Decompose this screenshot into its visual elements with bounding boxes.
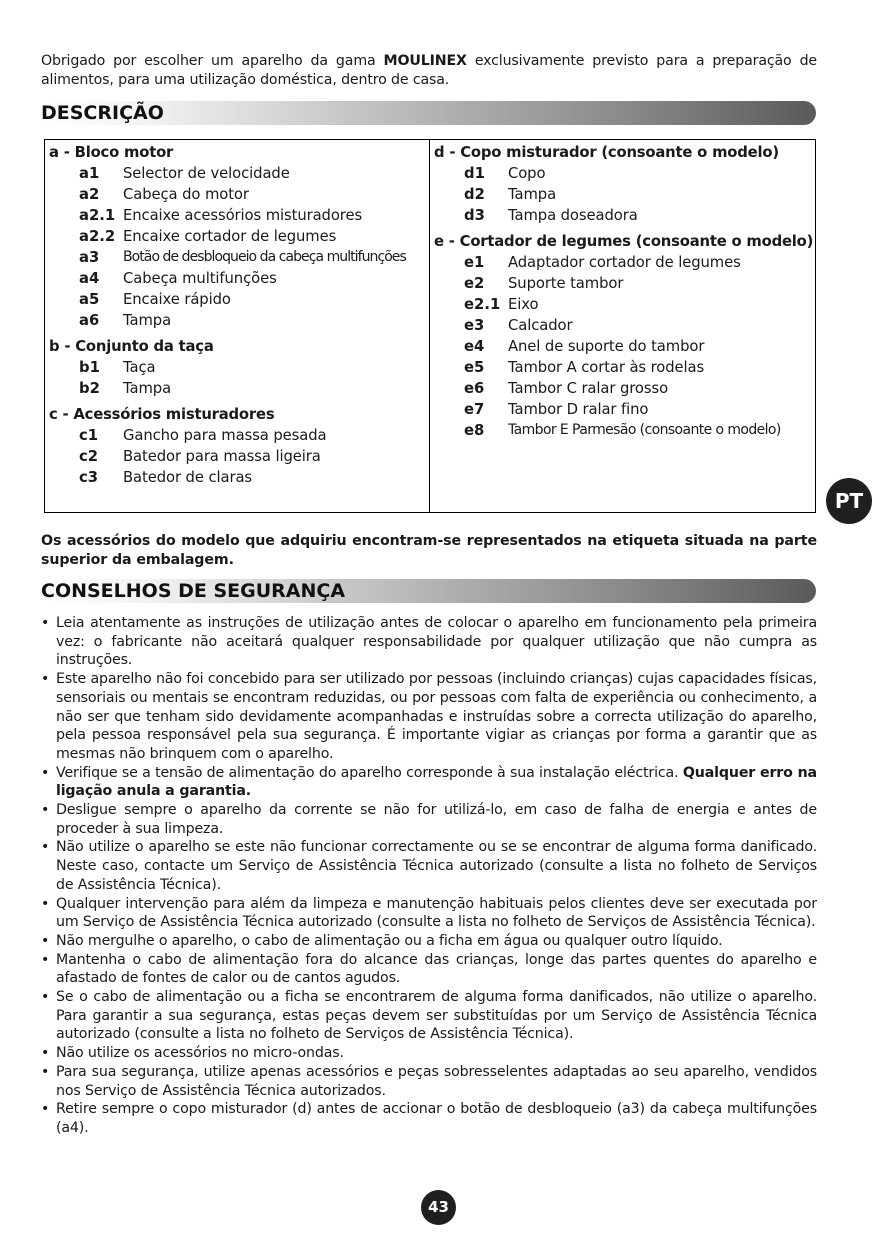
parts-item-code: a1 <box>79 165 100 182</box>
descricao-header-bar <box>41 101 816 125</box>
safety-item <box>41 1044 817 1063</box>
parts-item-label: Encaixe cortador de legumes <box>123 228 337 245</box>
parts-item-code: b2 <box>79 380 100 397</box>
safety-item <box>41 932 817 951</box>
parts-item <box>434 294 815 315</box>
parts-item <box>434 357 815 378</box>
parts-item-label: Tambor C ralar grosso <box>508 380 669 397</box>
parts-group-title: e - Cortador de legumes (consoante o modelo) <box>434 233 814 250</box>
parts-item-label: Cabeça do motor <box>123 186 249 203</box>
parts-item <box>49 205 429 226</box>
parts-item-label: Botão de desbloqueio da cabeça multifunções <box>123 249 406 265</box>
parts-item-code: e8 <box>464 422 485 439</box>
parts-item-label: Adaptador cortador de legumes <box>508 254 741 271</box>
parts-item <box>49 247 429 268</box>
page-number: 43 <box>421 1190 456 1225</box>
parts-item-label: Tampa doseadora <box>508 207 638 224</box>
bullet-icon: • <box>41 1063 50 1080</box>
bullet-icon: • <box>41 1045 50 1062</box>
parts-group <box>49 336 429 399</box>
safety-item-text: Leia atentamente as instruções de utilização antes de colocar o aparelho em funcionamento pela primeira vez: o fabricante não aceitará qualquer responsabilidade por qualquer utilização que não cumpra as instruções. <box>56 615 817 669</box>
parts-item-label: Tampa <box>123 380 172 397</box>
parts-item-code: e7 <box>464 401 485 418</box>
parts-item-label: Suporte tambor <box>508 275 624 292</box>
parts-item <box>49 184 429 205</box>
parts-item-label: Tampa <box>123 312 172 329</box>
safety-item <box>41 895 817 932</box>
parts-item-label: Gancho para massa pesada <box>123 427 327 444</box>
parts-item-label: Batedor de claras <box>123 469 253 486</box>
safety-item-text: Mantenha o cabo de alimentação fora do alcance das crianças, longe das partes quentes do aparelho e afastado de fontes de calor ou de cantos agudos. <box>56 951 817 987</box>
safety-item <box>41 951 817 988</box>
safety-item-text: Verifique se a tensão de alimentação do aparelho corresponde à sua instalação eléctrica. <box>56 764 683 781</box>
safety-item-warning: Qualquer erro na ligação anula a garantia. <box>56 764 817 800</box>
parts-item-label: Tambor D ralar fino <box>508 401 649 418</box>
parts-item-label: Calcador <box>508 317 573 334</box>
parts-item <box>434 336 815 357</box>
parts-item <box>49 289 429 310</box>
safety-item-text: Desligue sempre o aparelho da corrente se não for utilizá-lo, em caso de falha de energia e antes de proceder à sua limpeza. <box>56 802 817 837</box>
safety-item <box>41 838 817 894</box>
parts-item-label: Taça <box>123 359 156 376</box>
parts-group <box>434 231 815 441</box>
parts-item <box>49 357 429 378</box>
intro-paragraph <box>41 52 817 90</box>
parts-group <box>434 142 815 226</box>
parts-item-label: Tambor E Parmesão (consoante o modelo) <box>508 422 781 438</box>
brand-name: MOULINEX <box>383 53 467 70</box>
parts-group <box>49 142 429 331</box>
parts-group <box>49 404 429 488</box>
safety-item <box>41 1063 817 1100</box>
parts-item <box>434 378 815 399</box>
parts-item <box>434 399 815 420</box>
parts-item <box>49 467 429 488</box>
parts-item-code: e6 <box>464 380 485 397</box>
parts-item <box>434 420 815 441</box>
safety-item-text: Este aparelho não foi concebido para ser utilizado por pessoas (incluindo crianças) cujas capacidades físicas, sensoriais ou mentais se encontram reduzidas, ou por pessoas com falta de experiência ou conhecimento, a não ser que tenham sido devidamente acompanhadas e instruídas sobre a correcta utilização do aparelho, pela pessoa responsável pela sua segurança. É importante vigiar as crianças por forma a garantir que as mesmas não brinquem com o aparelho. <box>56 671 817 762</box>
parts-column-left <box>45 140 430 512</box>
parts-item-code: e2.1 <box>464 296 501 313</box>
parts-column-right <box>430 140 815 512</box>
parts-item <box>434 163 815 184</box>
accessories-note: Os acessórios do modelo que adquiriu encontram-se representados na etiqueta situada na parte superior da embalagem. <box>41 533 817 569</box>
parts-item <box>434 184 815 205</box>
safety-item <box>41 801 817 838</box>
parts-item-code: a5 <box>79 291 100 308</box>
parts-item-label: Tampa <box>508 186 557 203</box>
parts-item-code: e1 <box>464 254 485 271</box>
parts-item-label: Copo <box>508 165 546 182</box>
seguranca-title: CONSELHOS DE SEGURANÇA <box>41 580 346 602</box>
parts-item-code: d3 <box>464 207 485 224</box>
parts-item-code: a2 <box>79 186 100 203</box>
safety-item-text: Se o cabo de alimentação ou a ficha se encontrarem de alguma forma danificados, não utilize o aparelho. Para garantir a sua segurança, estas peças devem ser substituídas por um Serviço de Assistência Técnica autorizado (consulte a lista no folheto de Serviços de Assistência Técnica). <box>56 989 817 1043</box>
parts-item-label: Cabeça multifunções <box>123 270 277 287</box>
parts-item-code: c3 <box>79 469 99 486</box>
bullet-icon: • <box>41 671 50 688</box>
parts-item <box>49 310 429 331</box>
parts-group-title: b - Conjunto da taça <box>49 338 214 355</box>
parts-item <box>49 268 429 289</box>
parts-item-label: Batedor para massa ligeira <box>123 448 321 465</box>
parts-item-label: Selector de velocidade <box>123 165 290 182</box>
parts-item-code: e4 <box>464 338 485 355</box>
parts-item <box>434 315 815 336</box>
parts-item <box>434 205 815 226</box>
parts-item-label: Encaixe rápido <box>123 291 231 308</box>
safety-item-text: Para sua segurança, utilize apenas acessórios e peças sobresselentes adaptadas ao seu aparelho, vendidos nos Serviço de Assistência Técnica autorizados. <box>56 1063 817 1099</box>
parts-item-code: c2 <box>79 448 99 465</box>
seguranca-header-bar <box>41 579 816 603</box>
parts-item-code: a2.1 <box>79 207 116 224</box>
parts-item-code: a4 <box>79 270 100 287</box>
parts-item-code: a6 <box>79 312 100 329</box>
parts-item <box>434 252 815 273</box>
parts-item-code: a2.2 <box>79 228 116 245</box>
safety-item-text: Não mergulhe o aparelho, o cabo de alimentação ou a ficha em água ou qualquer outro líquido. <box>56 932 723 949</box>
bullet-icon: • <box>41 932 50 949</box>
safety-item-text: Não utilize os acessórios no micro-ondas. <box>56 1045 344 1062</box>
bullet-icon: • <box>41 951 50 968</box>
safety-item <box>41 670 817 764</box>
parts-item <box>49 163 429 184</box>
parts-item <box>49 226 429 247</box>
parts-group-title: d - Copo misturador (consoante o modelo) <box>434 144 779 161</box>
parts-item-label: Encaixe acessórios misturadores <box>123 207 363 224</box>
parts-item-code: e3 <box>464 317 485 334</box>
safety-list <box>41 614 817 1138</box>
parts-item-code: d2 <box>464 186 485 203</box>
parts-item-label: Anel de suporte do tambor <box>508 338 705 355</box>
parts-item-code: e5 <box>464 359 485 376</box>
parts-item-code: c1 <box>79 427 99 444</box>
parts-item <box>49 378 429 399</box>
safety-item-text: Retire sempre o copo misturador (d) antes de accionar o botão de desbloqueio (a3) da cabeça multifunções (a4). <box>56 1101 817 1136</box>
language-badge: PT <box>826 478 872 524</box>
safety-item <box>41 614 817 670</box>
safety-item <box>41 1100 817 1137</box>
descricao-title: DESCRIÇÃO <box>41 102 164 124</box>
safety-item-text: Não utilize o aparelho se este não funcionar correctamente ou se se encontrar de alguma forma danificado. Neste caso, contacte um Serviço de Assistência Técnica autorizado (consulte a lista no folheto de Serviços de Assistência Técnica). <box>56 839 817 893</box>
bullet-icon: • <box>41 615 50 631</box>
parts-item-code: a3 <box>79 249 100 266</box>
bullet-icon: • <box>41 989 50 1006</box>
safety-item <box>41 764 817 801</box>
intro-text-before: Obrigado por escolher um aparelho da gama <box>41 53 384 70</box>
bullet-icon: • <box>41 839 50 856</box>
bullet-icon: • <box>41 1101 50 1118</box>
parts-description-table <box>44 139 816 513</box>
bullet-icon: • <box>41 764 50 781</box>
parts-item <box>49 425 429 446</box>
bullet-icon: • <box>41 895 50 912</box>
parts-item-label: Tambor A cortar às rodelas <box>508 359 705 376</box>
parts-item-label: Eixo <box>508 296 539 313</box>
parts-item-code: b1 <box>79 359 100 376</box>
bullet-icon: • <box>41 802 50 819</box>
parts-item-code: e2 <box>464 275 485 292</box>
parts-item-code: d1 <box>464 165 485 182</box>
intro-text-after: exclusivamente previsto para a preparação de alimentos, para uma utilização doméstica, dentro de casa. <box>41 53 817 89</box>
parts-item <box>49 446 429 467</box>
safety-item-text: Qualquer intervenção para além da limpeza e manutenção habituais pelos clientes deve ser executada por um Serviço de Assistência Técnica autorizado (consulte a lista no folheto de Serviços de Assistência Técnica). <box>56 895 817 931</box>
parts-item <box>434 273 815 294</box>
safety-item <box>41 988 817 1044</box>
parts-group-title: c - Acessórios misturadores <box>49 406 275 423</box>
parts-group-title: a - Bloco motor <box>49 144 174 161</box>
